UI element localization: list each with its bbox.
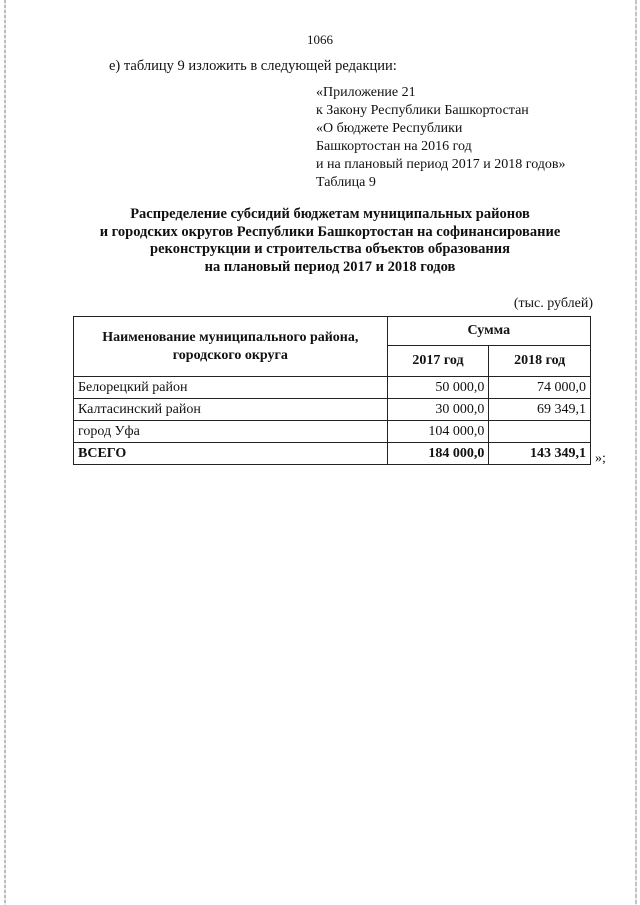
table-total-row [74, 443, 591, 465]
page-number: 1066 [307, 32, 333, 47]
title-line: на плановый период 2017 и 2018 годов [204, 258, 456, 275]
row-name: Калтасинский район [74, 399, 388, 421]
title-line: и городских округов Республики Башкортостан на софинансирование [99, 223, 561, 240]
table-row [74, 399, 591, 421]
row-2017: 104 000,0 [387, 421, 489, 443]
appendix-line: к Закону Республики Башкортостан [316, 103, 529, 118]
units-label: (тыс. рублей) [513, 296, 593, 311]
total-2018: 143 349,1 [489, 443, 591, 465]
document-title [70, 206, 590, 276]
scan-edge-left [4, 0, 6, 905]
header-year-2018: 2018 год [489, 346, 591, 377]
row-2017: 50 000,0 [387, 377, 489, 399]
appendix-line: «О бюджете Республики [316, 121, 463, 136]
appendix-reference [316, 84, 566, 192]
table-header-row [74, 317, 591, 346]
row-2017: 30 000,0 [387, 399, 489, 421]
row-name: Белорецкий район [74, 377, 388, 399]
header-year-2017: 2017 год [387, 346, 489, 377]
title-line: Распределение субсидий бюджетам муниципальных районов [130, 206, 530, 222]
row-2018: 69 349,1 [489, 399, 591, 421]
appendix-line: «Приложение 21 [316, 85, 416, 100]
table-row [74, 421, 591, 443]
table-row [74, 377, 591, 399]
subsidy-table [73, 316, 591, 465]
closing-quote: »; [595, 451, 606, 466]
header-sum: Сумма [387, 317, 590, 346]
total-2017: 184 000,0 [387, 443, 489, 465]
appendix-line: Таблица 9 [316, 175, 376, 190]
appendix-line: и на плановый период 2017 и 2018 годов» [316, 157, 566, 172]
header-name: Наименование муниципального района, городского округа [74, 317, 388, 377]
row-2018 [489, 421, 591, 443]
total-name: ВСЕГО [74, 443, 388, 465]
intro-text: е) таблицу 9 изложить в следующей редакции: [109, 58, 397, 74]
row-2018: 74 000,0 [489, 377, 591, 399]
title-line: реконструкции и строительства объектов образования [150, 241, 510, 257]
row-name: город Уфа [74, 421, 388, 443]
scan-edge-right [635, 0, 637, 905]
appendix-line: Башкортостан на 2016 год [316, 139, 472, 154]
